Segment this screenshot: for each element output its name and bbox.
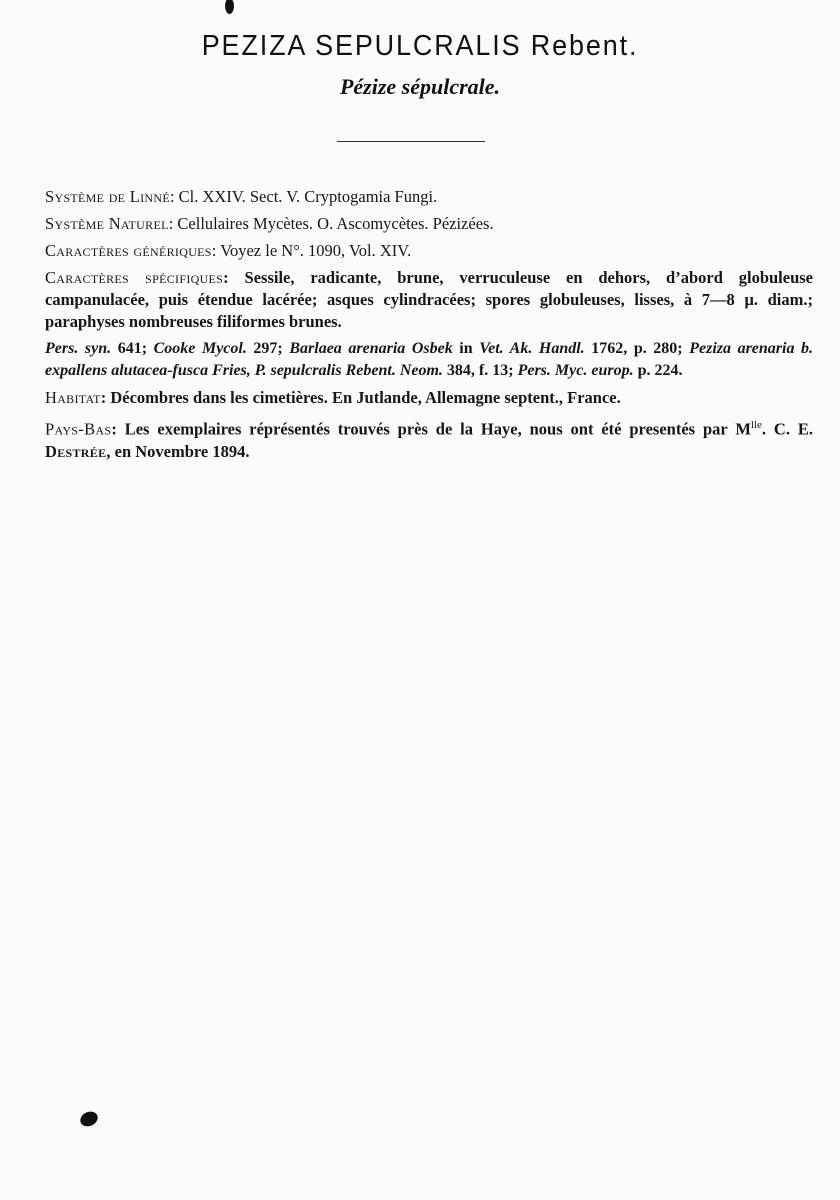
description-body — [45, 186, 813, 468]
page-subtitle: Pézize sépulcrale. — [339, 74, 501, 99]
reference-part: Vet. Ak. Handl. — [479, 340, 585, 357]
caracteres-generiques-paragraph — [45, 240, 813, 262]
reference-part: in — [452, 340, 480, 357]
habitat-label: Habitat — [45, 388, 101, 407]
reference-part: Pers. Myc. europ. — [517, 362, 634, 379]
caracteres-specifiques-paragraph — [45, 267, 813, 333]
caracteres-generiques-label: Caractères génériques — [45, 241, 212, 260]
pays-bas-mlle-superscript: lle — [750, 419, 762, 431]
reference-part: Cooke Mycol. — [153, 340, 247, 357]
pays-bas-date: , en Novembre 1894. — [106, 441, 250, 461]
page-title: PEZIZA SEPULCRALIS Rebent. — [201, 30, 639, 62]
ink-speck-top — [225, 0, 234, 14]
title-divider — [337, 141, 485, 142]
pays-bas-text: : Les exemplaires réprésentés trouvés près de la Haye, nous ont été presentés par — [111, 419, 736, 439]
pays-bas-collector-name: Destrée — [45, 441, 107, 461]
systeme-naturel-label: Système Naturel — [45, 214, 169, 233]
reference-part: 384, f. 13; — [442, 362, 518, 379]
pays-bas-label: Pays-Bas — [45, 419, 112, 439]
caracteres-generiques-text: : Voyez le N°. 1090, Vol. XIV. — [211, 241, 412, 260]
pays-bas-paragraph — [45, 414, 813, 463]
reference-part: Barlaea arenaria Osbek — [289, 340, 453, 357]
reference-part: Pers. syn. — [45, 340, 112, 357]
references-paragraph — [45, 338, 813, 382]
systeme-linne-text: : Cl. XXIV. Sect. V. Cryptogamia Fungi. — [169, 187, 438, 206]
caracteres-specifiques-label: Caractères spécifiques — [45, 268, 224, 287]
reference-part: 1762, p. 280; — [584, 340, 690, 357]
caracteres-specifiques-text: : Sessile, radicante, brune, verruculeuse en dehors, d’abord globuleuse campanulacée, puis étendue lacérée; asques cylindracées; spores globuleuses, lisses, à 7—8 μ. diam.; paraphyses nombreuses filiformes brunes. — [45, 268, 814, 331]
reference-part: Peziza arenaria b. expallens alutacea-fusca Fries, P. sepulcralis Rebent. Neom. — [45, 340, 814, 379]
reference-part: p. 224. — [633, 362, 683, 379]
reference-part: 297; — [246, 340, 290, 357]
systeme-naturel-text: : Cellulaires Mycètes. O. Ascomycètes. Pézizées. — [168, 214, 494, 233]
systeme-linne-paragraph — [45, 186, 813, 208]
reference-part: 641; — [111, 340, 154, 357]
habitat-text: : Décombres dans les cimetières. En Jutlande, Allemagne septent., France. — [100, 388, 621, 407]
systeme-naturel-paragraph — [45, 213, 813, 235]
pays-bas-mlle: M — [735, 419, 751, 439]
pays-bas-initials: . C. E. — [761, 419, 813, 439]
ink-speck-bottom-left — [78, 1109, 100, 1129]
habitat-paragraph — [45, 387, 813, 409]
systeme-linne-label: Système de Linné — [45, 187, 170, 206]
